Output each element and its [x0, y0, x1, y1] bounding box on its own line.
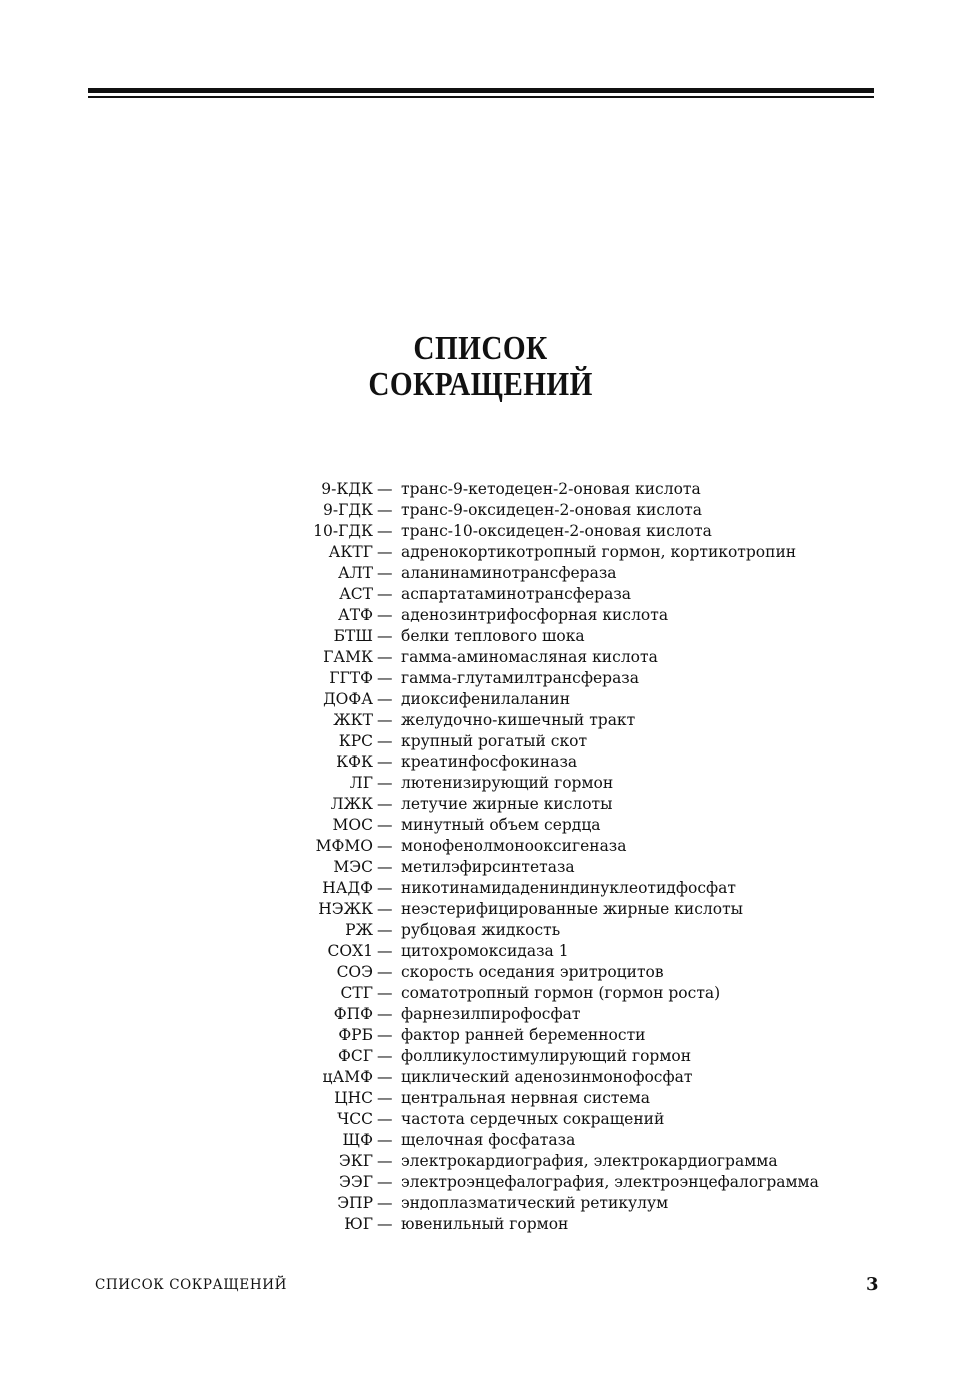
abbreviation-row: [0, 752, 973, 773]
abbreviation-dash: —: [377, 753, 393, 771]
abbreviation-dash: —: [377, 606, 393, 624]
abbreviation-definition: никотинамидадениндинуклеотидфосфат: [401, 879, 736, 897]
abbreviation-row: [0, 1214, 973, 1235]
abbreviation-row: [0, 878, 973, 899]
abbreviation-term: ФСГ: [338, 1047, 373, 1065]
abbreviation-definition: скорость оседания эритроцитов: [401, 963, 664, 981]
abbreviation-term: СОЭ: [336, 963, 373, 981]
abbreviation-definition: ювенильный гормон: [401, 1215, 569, 1233]
abbreviation-row: [0, 920, 973, 941]
abbreviation-dash: —: [377, 1089, 393, 1107]
abbreviation-definition: транс-10-оксидецен-2-оновая кислота: [401, 522, 712, 540]
abbreviation-term: 9-КДК: [321, 480, 373, 498]
abbreviation-row: [0, 836, 973, 857]
abbreviation-definition: монофенолмонооксигеназа: [401, 837, 627, 855]
abbreviation-row: [0, 731, 973, 752]
abbreviation-row: [0, 626, 973, 647]
abbreviation-term: ЖКТ: [333, 711, 373, 729]
abbreviation-term: 10-ГДК: [313, 522, 373, 540]
abbreviation-dash: —: [377, 858, 393, 876]
abbreviation-definition: аспартатаминотрансфераза: [401, 585, 632, 603]
abbreviation-dash: —: [377, 900, 393, 918]
page-title-line-2: СОКРАЩЕНИЙ: [368, 366, 593, 403]
abbreviation-row: [0, 1067, 973, 1088]
abbreviation-term: КРС: [338, 732, 373, 750]
abbreviation-term: СОХ1: [327, 942, 373, 960]
abbreviation-term: ФПФ: [333, 1005, 373, 1023]
abbreviation-dash: —: [377, 543, 393, 561]
abbreviation-definition: соматотропный гормон (гормон роста): [401, 984, 721, 1002]
abbreviation-term: ФРБ: [338, 1026, 373, 1044]
abbreviation-term: БТШ: [333, 627, 373, 645]
abbreviation-definition: летучие жирные кислоты: [401, 795, 613, 813]
abbreviation-dash: —: [377, 627, 393, 645]
abbreviation-dash: —: [377, 585, 393, 603]
abbreviation-dash: —: [377, 963, 393, 981]
abbreviation-row: [0, 773, 973, 794]
page-number: 3: [866, 1274, 879, 1295]
abbreviation-term: ЮГ: [344, 1215, 373, 1233]
abbreviation-definition: неэстерифицированные жирные кислоты: [401, 900, 744, 918]
abbreviation-row: [0, 1109, 973, 1130]
abbreviation-term: АКТГ: [328, 543, 373, 561]
abbreviation-dash: —: [377, 984, 393, 1002]
page-title-line-1: СПИСОК: [413, 330, 548, 367]
abbreviation-term: АТФ: [338, 606, 373, 624]
abbreviation-definition: аденозинтрифосфорная кислота: [401, 606, 669, 624]
abbreviation-dash: —: [377, 480, 393, 498]
abbreviation-dash: —: [377, 690, 393, 708]
abbreviation-row: [0, 500, 973, 521]
abbreviation-definition: лютенизирующий гормон: [401, 774, 614, 792]
abbreviation-row: [0, 815, 973, 836]
abbreviation-term: ЧСС: [337, 1110, 373, 1128]
abbreviation-definition: электроэнцефалография, электроэнцефалограмма: [401, 1173, 819, 1191]
abbreviation-dash: —: [377, 501, 393, 519]
abbreviation-definition: центральная нервная система: [401, 1089, 650, 1107]
abbreviation-term: АСТ: [339, 585, 373, 603]
abbreviation-row: [0, 1172, 973, 1193]
abbreviation-dash: —: [377, 522, 393, 540]
running-title: СПИСОК СОКРАЩЕНИЙ: [95, 1277, 287, 1293]
abbreviation-term: ЩФ: [342, 1131, 373, 1149]
abbreviation-row: [0, 899, 973, 920]
abbreviation-row: [0, 689, 973, 710]
abbreviation-definition: транс-9-кетодецен-2-оновая кислота: [401, 480, 701, 498]
abbreviation-definition: гамма-глутамилтрансфераза: [401, 669, 640, 687]
abbreviation-term: ЭКГ: [338, 1152, 373, 1170]
abbreviation-definition: частота сердечных сокращений: [401, 1110, 665, 1128]
abbreviation-term: МФМО: [315, 837, 373, 855]
abbreviation-dash: —: [377, 1194, 393, 1212]
abbreviation-dash: —: [377, 564, 393, 582]
abbreviation-definition: щелочная фосфатаза: [401, 1131, 576, 1149]
abbreviation-definition: электрокардиография, электрокардиограмма: [401, 1152, 778, 1170]
abbreviation-row: [0, 962, 973, 983]
abbreviation-row: [0, 521, 973, 542]
abbreviation-term: ЛГ: [349, 774, 373, 792]
abbreviation-term: ГАМК: [323, 648, 373, 666]
abbreviation-row: [0, 1193, 973, 1214]
abbreviation-row: [0, 710, 973, 731]
abbreviation-row: [0, 857, 973, 878]
abbreviation-term: 9-ГДК: [323, 501, 373, 519]
abbreviation-dash: —: [377, 1173, 393, 1191]
abbreviation-dash: —: [377, 774, 393, 792]
abbreviation-definition: гамма-аминомасляная кислота: [401, 648, 658, 666]
abbreviation-term: цАМФ: [322, 1068, 373, 1086]
abbreviation-dash: —: [377, 1152, 393, 1170]
abbreviation-row: [0, 668, 973, 689]
abbreviation-dash: —: [377, 921, 393, 939]
abbreviation-dash: —: [377, 1215, 393, 1233]
abbreviation-dash: —: [377, 669, 393, 687]
abbreviation-term: ЭЭГ: [339, 1173, 373, 1191]
abbreviation-dash: —: [377, 1110, 393, 1128]
top-rule-thin: [88, 96, 874, 98]
abbreviation-term: МЭС: [333, 858, 373, 876]
abbreviation-definition: креатинфосфокиназа: [401, 753, 578, 771]
abbreviation-row: [0, 584, 973, 605]
abbreviation-term: ГГТФ: [329, 669, 373, 687]
abbreviation-definition: фактор ранней беременности: [401, 1026, 646, 1044]
abbreviation-row: [0, 983, 973, 1004]
abbreviation-term: ЭПР: [337, 1194, 373, 1212]
abbreviation-definition: рубцовая жидкость: [401, 921, 561, 939]
abbreviation-row: [0, 1046, 973, 1067]
abbreviation-definition: желудочно-кишечный тракт: [401, 711, 636, 729]
abbreviation-dash: —: [377, 648, 393, 666]
abbreviation-dash: —: [377, 795, 393, 813]
abbreviation-dash: —: [377, 942, 393, 960]
abbreviation-row: [0, 479, 973, 500]
abbreviation-row: [0, 542, 973, 563]
abbreviation-definition: циклический аденозинмонофосфат: [401, 1068, 693, 1086]
abbreviation-row: [0, 1088, 973, 1109]
abbreviation-term: РЖ: [345, 921, 373, 939]
abbreviation-dash: —: [377, 732, 393, 750]
abbreviation-term: СТГ: [340, 984, 373, 1002]
abbreviation-definition: белки теплового шока: [401, 627, 585, 645]
abbreviation-row: [0, 563, 973, 584]
abbreviation-dash: —: [377, 1047, 393, 1065]
abbreviation-row: [0, 1004, 973, 1025]
abbreviation-dash: —: [377, 1026, 393, 1044]
abbreviation-definition: цитохромоксидаза 1: [401, 942, 569, 960]
abbreviation-definition: минутный объем сердца: [401, 816, 601, 834]
abbreviation-definition: транс-9-оксидецен-2-оновая кислота: [401, 501, 703, 519]
abbreviation-definition: аланинаминотрансфераза: [401, 564, 617, 582]
abbreviation-dash: —: [377, 711, 393, 729]
abbreviation-definition: эндоплазматический ретикулум: [401, 1194, 669, 1212]
abbreviation-definition: крупный рогатый скот: [401, 732, 588, 750]
abbreviation-dash: —: [377, 837, 393, 855]
abbreviation-dash: —: [377, 879, 393, 897]
abbreviation-dash: —: [377, 1005, 393, 1023]
abbreviation-row: [0, 647, 973, 668]
abbreviation-definition: фарнезилпирофосфат: [401, 1005, 581, 1023]
abbreviation-dash: —: [377, 1068, 393, 1086]
abbreviation-definition: фолликулостимулирующий гормон: [401, 1047, 692, 1065]
abbreviation-term: НАДФ: [322, 879, 373, 897]
abbreviation-term: МОС: [332, 816, 373, 834]
abbreviation-row: [0, 1130, 973, 1151]
abbreviation-term: ЦНС: [334, 1089, 373, 1107]
abbreviation-row: [0, 1151, 973, 1172]
top-rule-thick: [88, 88, 874, 93]
abbreviation-row: [0, 941, 973, 962]
abbreviation-dash: —: [377, 1131, 393, 1149]
abbreviation-row: [0, 1025, 973, 1046]
abbreviation-dash: —: [377, 816, 393, 834]
abbreviation-term: АЛТ: [337, 564, 373, 582]
abbreviation-list: [0, 479, 973, 1235]
abbreviation-definition: диоксифенилаланин: [401, 690, 571, 708]
abbreviation-term: НЭЖК: [318, 900, 373, 918]
abbreviation-term: ДОФА: [323, 690, 373, 708]
abbreviation-definition: метилэфирсинтетаза: [401, 858, 575, 876]
abbreviation-term: ЛЖК: [330, 795, 373, 813]
abbreviation-row: [0, 794, 973, 815]
abbreviation-term: КФК: [336, 753, 373, 771]
abbreviation-row: [0, 605, 973, 626]
abbreviation-definition: адренокортикотропный гормон, кортикотропин: [401, 543, 797, 561]
